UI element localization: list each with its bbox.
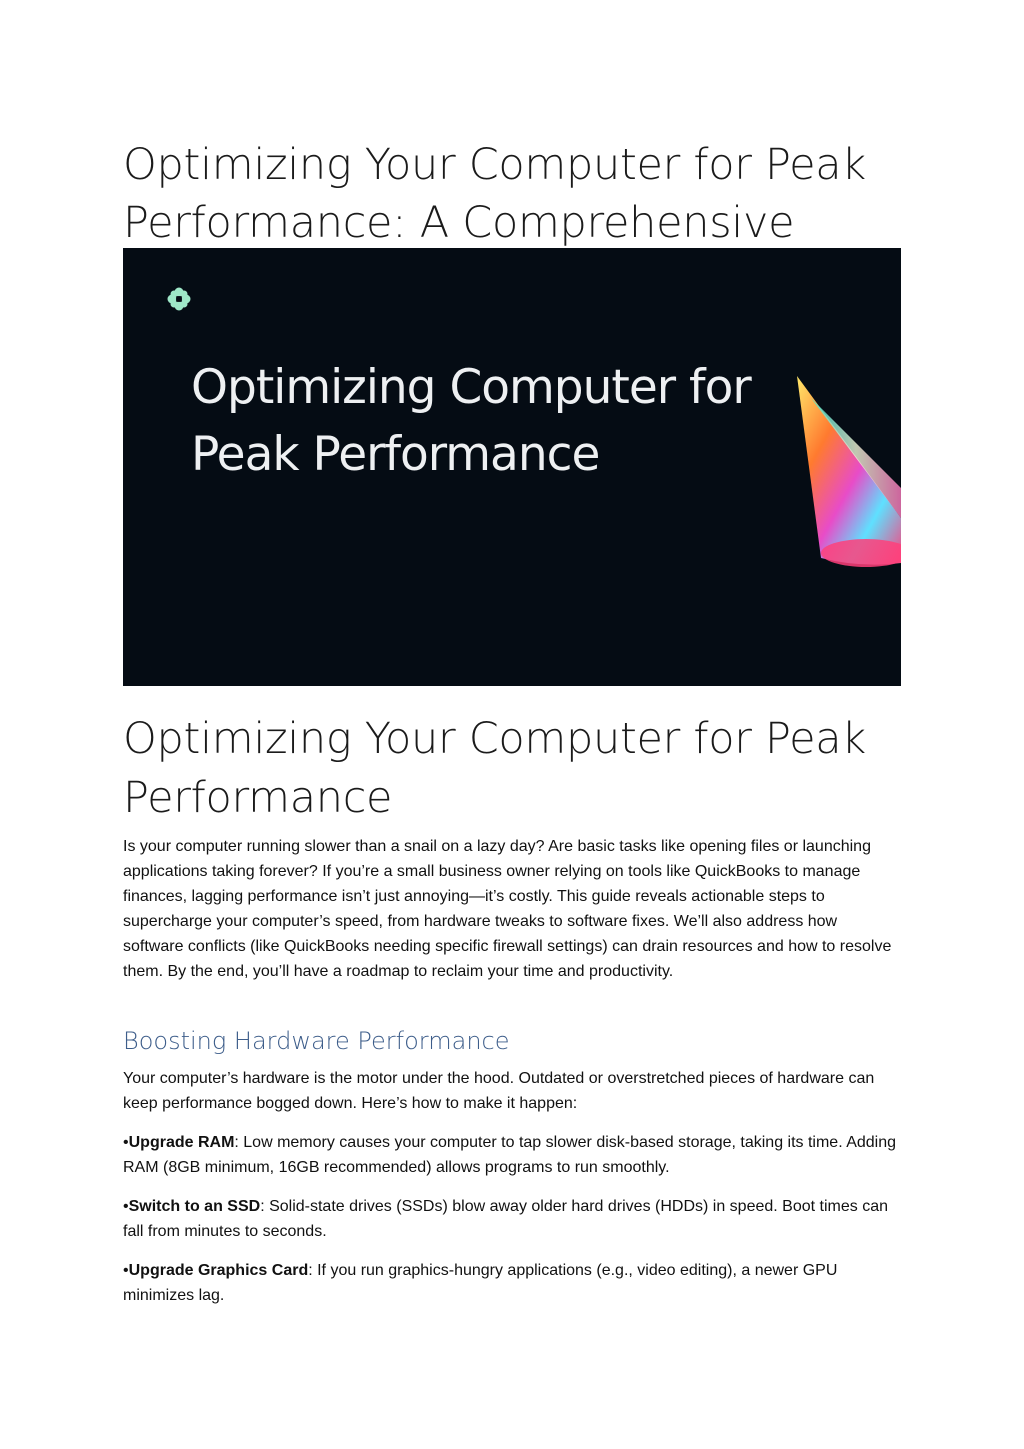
bullet-upgrade-gpu [123, 1258, 901, 1308]
rainbow-cone-icon [791, 368, 901, 568]
bullet-upgrade-ram [123, 1130, 901, 1180]
section-heading: Boosting Hardware Performance [123, 1027, 510, 1055]
bullet-term: Upgrade Graphics Card [128, 1262, 309, 1279]
bullet-term: Switch to an SSD [128, 1198, 261, 1215]
flower-logo-icon [166, 286, 192, 312]
bullet-term: Upgrade RAM [128, 1134, 235, 1151]
document-title: Optimizing Your Computer for Peak Performance: A Comprehensive [123, 140, 866, 248]
bullet-text: : Low memory causes your computer to tap slower disk-based storage, taking its time. Adding RAM (8GB minimum, 16GB recommended) allows programs to run smoothly. [123, 1134, 897, 1176]
hero-image [123, 248, 901, 686]
bullet-marker: • [123, 1198, 129, 1215]
article-heading: Optimizing Your Computer for Peak Performance [123, 714, 866, 823]
intro-paragraph: Is your computer running slower than a snail on a lazy day? Are basic tasks like opening files or launching applications taking forever? If you’re a small business owner relying on tools like QuickBooks to manage finances, lagging performance isn’t just annoying—it’s costly. This guide reveals actionable steps to supercharge your computer’s speed, from hardware tweaks to software fixes. We’ll also address how software conflicts (like QuickBooks needing specific firewall settings) can drain resources and how to resolve them. By the end, you’ll have a roadmap to reclaim your time and productivity. [123, 838, 892, 980]
bullet-marker: • [123, 1262, 129, 1279]
bullet-switch-ssd [123, 1194, 901, 1244]
bullet-text: : Solid-state drives (SSDs) blow away older hard drives (HDDs) in speed. Boot times can fall from minutes to seconds. [123, 1198, 888, 1240]
bullet-text: : If you run graphics-hungry applications (e.g., video editing), a newer GPU minimizes lag. [123, 1262, 838, 1304]
hero-title: Optimizing Computer for Peak Performance [191, 360, 751, 482]
bullet-marker: • [123, 1134, 129, 1151]
section-intro-paragraph: Your computer’s hardware is the motor under the hood. Outdated or overstretched pieces of hardware can keep performance bogged down. Here’s how to make it happen: [123, 1070, 875, 1112]
